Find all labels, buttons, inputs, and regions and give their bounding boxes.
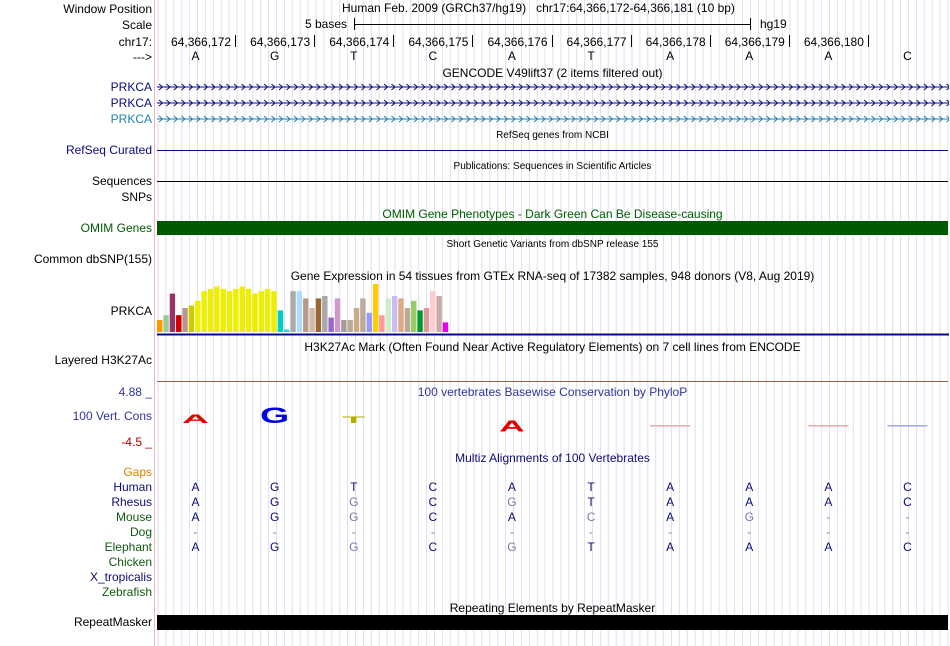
alignment-base: C (428, 540, 438, 554)
alignment-base: A (191, 495, 200, 509)
gtex-tissue-bar[interactable] (227, 291, 232, 332)
gtex-tissue-bar[interactable] (360, 298, 365, 332)
label-sequences[interactable]: Sequences (91, 174, 152, 188)
repeat-element-bar[interactable] (157, 615, 948, 630)
publications-track-title[interactable]: Publications: Sequences in Scientific Articles (453, 161, 652, 172)
species-label[interactable]: Rhesus (111, 495, 152, 509)
species-label[interactable]: Human (113, 480, 152, 494)
alignment-base: T (587, 495, 595, 509)
gtex-tissue-bar[interactable] (163, 315, 168, 332)
alignment-base: G (269, 540, 280, 554)
phylop-score-letter[interactable]: A (499, 417, 525, 435)
strand-arrows-icon (157, 83, 949, 91)
alignment-base: A (191, 510, 200, 524)
gene-label-prkca-2[interactable]: PRKCA (110, 96, 152, 110)
alignment-base: A (191, 480, 200, 494)
label-gtex-gene[interactable]: PRKCA (110, 304, 152, 318)
alignment-base: G (349, 510, 359, 524)
gene-label-prkca-3[interactable]: PRKCA (110, 112, 152, 126)
gtex-tissue-bar[interactable] (335, 298, 340, 332)
scale-bar (354, 24, 750, 25)
gtex-tissue-bar[interactable] (436, 296, 441, 332)
species-label[interactable]: Chicken (108, 555, 152, 569)
gtex-expression-bars[interactable] (157, 284, 949, 336)
label-cons[interactable]: 100 Vert. Cons (72, 409, 152, 423)
alignment-base: G (507, 495, 517, 509)
gtex-tissue-bar[interactable] (252, 294, 257, 332)
gtex-tissue-bar[interactable] (290, 291, 295, 332)
reference-base: A (666, 49, 675, 63)
alignment-base: A (745, 480, 754, 494)
label-repeatmasker[interactable]: RepeatMasker (73, 615, 152, 629)
h3k27ac-track-title[interactable]: H3K27Ac Mark (Often Found Near Active Regulatory Elements) on 7 cell lines from ENCODE (304, 340, 801, 354)
gtex-tissue-bar[interactable] (309, 308, 314, 332)
species-label[interactable]: X_tropicalis (89, 570, 152, 584)
label-h3k27ac[interactable]: Layered H3K27Ac (54, 353, 152, 367)
gtex-tissue-bar[interactable] (176, 315, 181, 332)
alignment-base: A (824, 480, 833, 494)
gtex-tissue-bar[interactable] (316, 298, 321, 332)
alignment-base: - (589, 525, 594, 539)
coordinate-label: 64,366,176 (487, 35, 548, 49)
alignment-base: G (269, 510, 280, 524)
transcript-1[interactable] (157, 83, 949, 91)
gtex-tissue-bar[interactable] (322, 296, 327, 332)
gtex-tissue-bar[interactable] (189, 306, 194, 332)
alignment-base: G (349, 495, 359, 509)
alignment-base: - (272, 525, 277, 539)
label-refseq[interactable]: RefSeq Curated (65, 143, 152, 157)
label-scale: Scale (121, 18, 152, 32)
alignment-base: - (826, 525, 831, 539)
alignment-base: G (269, 495, 280, 509)
scale-bar-end (750, 18, 751, 30)
gtex-tissue-bar[interactable] (430, 291, 435, 332)
coordinate-label: 64,366,177 (566, 35, 627, 49)
gtex-tissue-bar[interactable] (405, 308, 410, 332)
alignment-base: A (666, 510, 675, 524)
gtex-tissue-bar[interactable] (417, 310, 422, 332)
reference-base: T (587, 49, 595, 63)
rmsk-track-title[interactable]: Repeating Elements by RepeatMasker (449, 601, 656, 615)
gtex-tissue-bar[interactable] (411, 301, 416, 332)
strand-arrows-icon (157, 99, 949, 107)
species-label[interactable]: Elephant (104, 540, 152, 554)
transcript-2[interactable] (157, 99, 949, 107)
alignment-base: - (509, 525, 514, 539)
alignment-base: A (666, 540, 675, 554)
gtex-tissue-bar[interactable] (328, 318, 333, 332)
coordinate-label: 64,366,173 (250, 35, 311, 49)
label-snps[interactable]: SNPs (121, 190, 152, 204)
gtex-tissue-bar[interactable] (170, 294, 175, 332)
alignment-base: - (193, 525, 198, 539)
alignment-base: A (666, 495, 675, 509)
alignment-base: - (351, 525, 356, 539)
gtex-tissue-bar[interactable] (157, 320, 162, 332)
alignment-base: - (905, 510, 910, 524)
phylop-max-label: 4.88 _ (118, 385, 152, 399)
assembly-position: Human Feb. 2009 (GRCh37/hg19) chr17:64,366,172-64,366,181 (10 bp) (342, 1, 735, 15)
alignment-base: T (350, 480, 358, 494)
gtex-tissue-bar[interactable] (208, 289, 213, 332)
alignment-base: C (903, 495, 912, 509)
phylop-score-letter[interactable]: T (342, 414, 366, 425)
gtex-tissue-bar[interactable] (182, 308, 187, 332)
alignment-base: A (745, 540, 754, 554)
alignment-base: - (905, 525, 910, 539)
species-label[interactable]: Dog (129, 525, 152, 539)
dbsnp-track-title[interactable]: Short Genetic Variants from dbSNP release 155 (446, 239, 659, 250)
label-strand: ---> (133, 50, 152, 64)
gtex-tissue-bar[interactable] (424, 308, 429, 332)
gtex-tissue-bar[interactable] (201, 291, 206, 332)
alignment-base: G (269, 480, 280, 494)
gtex-tissue-bar[interactable] (271, 291, 276, 332)
gtex-tissue-bar[interactable] (341, 320, 346, 332)
gtex-track-title[interactable]: Gene Expression in 54 tissues from GTEx RNA-seq of 17382 samples, 948 donors (V8, Aug 2019) (290, 269, 815, 283)
label-chrom: chr17: (118, 35, 152, 49)
alignment-base: A (507, 480, 516, 494)
gtex-tissue-bar[interactable] (246, 289, 251, 332)
coordinate-label: 64,366,180 (803, 35, 864, 49)
gtex-tissue-bar[interactable] (354, 308, 359, 332)
label-omim[interactable]: OMIM Genes (80, 221, 152, 235)
coordinate-label: 64,366,178 (645, 35, 706, 49)
label-window-position: Window Position (63, 2, 152, 16)
alignment-base: G (349, 540, 359, 554)
gtex-tissue-bar[interactable] (265, 289, 270, 332)
alignment-base: A (824, 495, 833, 509)
phylop-score-mark[interactable] (650, 425, 690, 427)
phylop-score-mark[interactable] (808, 425, 848, 427)
alignment-base: C (428, 480, 438, 494)
reference-base: T (350, 49, 358, 63)
gtex-tissue-bar[interactable] (348, 320, 353, 332)
coordinate-tick (868, 35, 869, 47)
alignment-base: T (587, 540, 595, 554)
coordinate-label: 64,366,174 (329, 35, 390, 49)
alignment-base: G (507, 540, 517, 554)
gtex-tissue-bar[interactable] (373, 284, 378, 332)
gtex-tissue-bar[interactable] (233, 289, 238, 332)
transcript-3[interactable] (157, 115, 949, 123)
gtex-tissue-bar[interactable] (221, 289, 226, 332)
gtex-tissue-bar[interactable] (214, 286, 219, 332)
gencode-track-title[interactable]: GENCODE V49lift37 (2 items filtered out) (442, 66, 663, 80)
gtex-tissue-bar[interactable] (297, 291, 302, 332)
reference-base: A (191, 49, 200, 63)
coordinate-label: 64,366,179 (724, 35, 785, 49)
gtex-tissue-bar[interactable] (303, 298, 308, 332)
alignment-base: - (668, 525, 673, 539)
reference-base: G (269, 49, 280, 63)
label-separator (154, 0, 155, 646)
phylop-min-label: -4.5 _ (121, 435, 152, 449)
gtex-tissue-bar[interactable] (379, 315, 384, 332)
gtex-tissue-bar[interactable] (195, 301, 200, 332)
gtex-tissue-bar[interactable] (284, 330, 289, 332)
reference-base: A (824, 49, 833, 63)
alignment-base: - (826, 510, 831, 524)
label-gaps[interactable]: Gaps (123, 465, 152, 479)
phylop-track-title[interactable]: 100 vertebrates Basewise Conservation by PhyloP (417, 385, 688, 399)
gencode-transcripts[interactable] (157, 83, 949, 127)
scale-db: hg19 (760, 17, 787, 31)
reference-base: A (745, 49, 754, 63)
gtex-tissue-bar[interactable] (278, 310, 283, 332)
alignment-base: C (586, 510, 596, 524)
gtex-tissue-bar[interactable] (392, 296, 397, 332)
multiz-track-title[interactable]: Multiz Alignments of 100 Vertebrates (455, 451, 650, 465)
gtex-tissue-bar[interactable] (367, 313, 372, 332)
alignment-base: C (903, 480, 912, 494)
coordinate-label: 64,366,175 (408, 35, 469, 49)
phylop-score-mark[interactable] (887, 425, 927, 427)
publications-sequence[interactable] (157, 181, 948, 182)
alignment-base: A (507, 510, 516, 524)
alignment-base: A (666, 480, 675, 494)
gtex-tissue-bar[interactable] (443, 322, 448, 332)
reference-base: C (903, 49, 912, 63)
reference-base: A (507, 49, 516, 63)
phylop-score-letter[interactable]: A (182, 412, 210, 426)
label-dbsnp[interactable]: Common dbSNP(155) (33, 252, 152, 266)
reference-base: C (428, 49, 438, 63)
alignment-base: G (744, 510, 754, 524)
omim-gene-bar[interactable] (157, 221, 948, 235)
alignment-base: T (587, 480, 595, 494)
gtex-tissue-bar[interactable] (259, 291, 264, 332)
coordinate-label: 64,366,172 (171, 35, 232, 49)
strand-arrows-icon (157, 115, 949, 123)
refseq-track-title[interactable]: RefSeq genes from NCBI (496, 130, 609, 141)
h3k27ac-signal-baseline (157, 381, 948, 382)
gtex-tissue-bar[interactable] (240, 286, 245, 332)
alignment-base: A (191, 540, 200, 554)
species-label[interactable]: Zebrafish (101, 585, 152, 599)
alignment-base: - (430, 525, 435, 539)
phylop-score-letter[interactable]: G (260, 402, 290, 429)
alignment-base: A (745, 495, 754, 509)
alignment-base: C (428, 510, 438, 524)
gtex-tissue-bar[interactable] (398, 298, 403, 332)
gene-label-prkca-1[interactable]: PRKCA (110, 80, 152, 94)
scale-text: 5 bases (305, 17, 348, 31)
gtex-tissue-bar[interactable] (386, 298, 391, 332)
refseq-gene[interactable] (157, 150, 948, 151)
alignment-base: - (747, 525, 752, 539)
alignment-base: C (428, 495, 438, 509)
alignment-base: C (903, 540, 912, 554)
phylop-logo[interactable] (157, 398, 949, 442)
species-label[interactable]: Mouse (115, 510, 152, 524)
alignment-base: A (824, 540, 833, 554)
omim-track-title[interactable]: OMIM Gene Phenotypes - Dark Green Can Be Disease-causing (382, 207, 723, 221)
